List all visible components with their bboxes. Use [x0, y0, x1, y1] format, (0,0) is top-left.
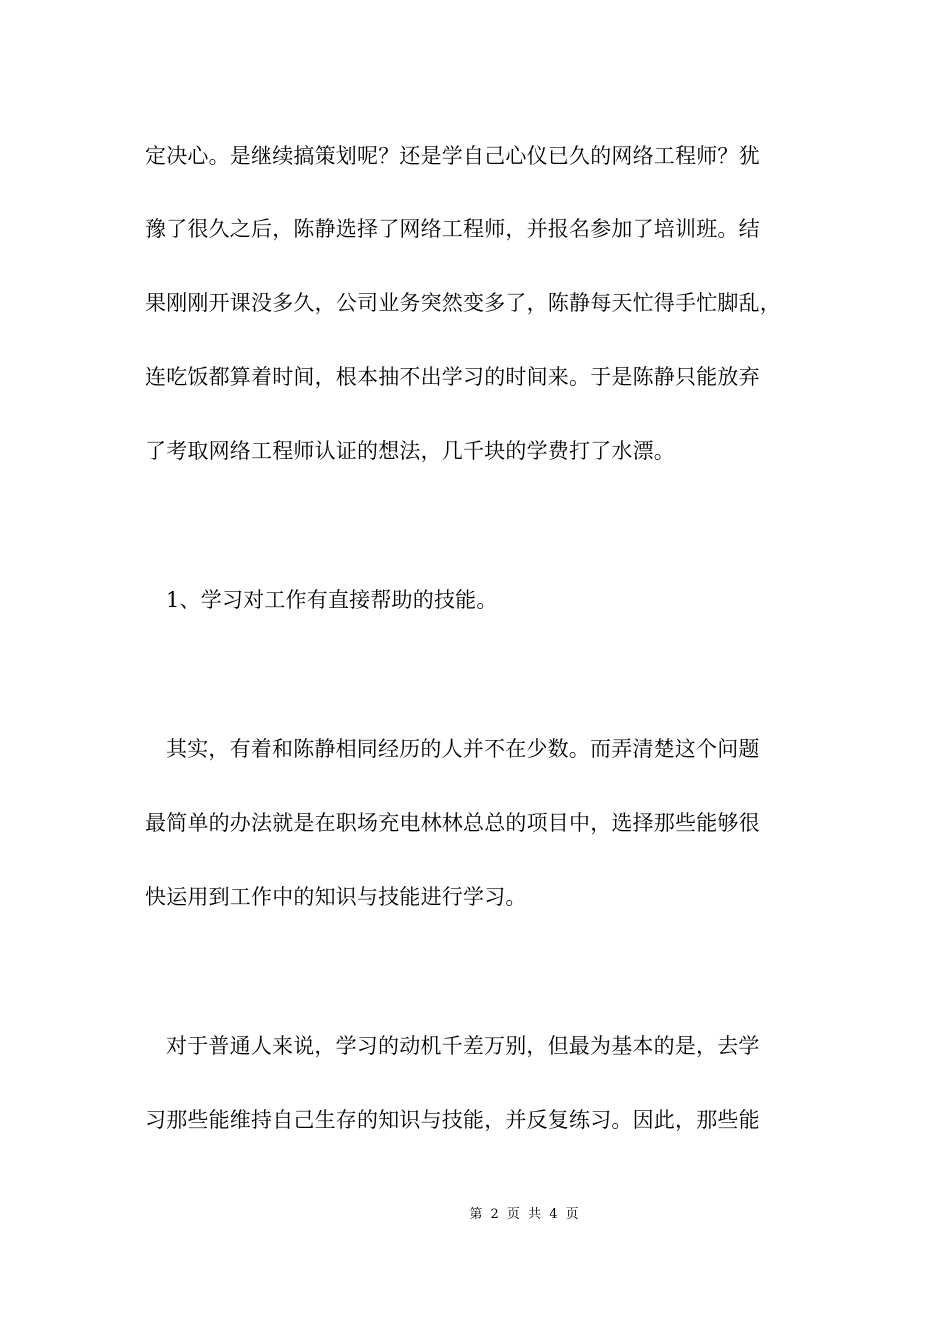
section-heading: 1、学习对工作有直接帮助的技能。: [166, 588, 498, 612]
paragraph-3-line-2: 习那些能维持自己生存的知识与技能，并反复练习。因此，那些能: [145, 1108, 760, 1132]
paragraph-2-line-2: 最简单的办法就是在职场充电林林总总的项目中，选择那些能够很: [145, 811, 760, 835]
paragraph-1-line-5: 了考取网络工程师认证的想法，几千块的学费打了水漂。: [145, 439, 675, 463]
paragraph-1-line-2: 豫了很久之后，陈静选择了网络工程师，并报名参加了培训班。结: [145, 217, 760, 241]
page-number-footer: 第 2 页 共 4 页: [469, 1207, 581, 1222]
paragraph-1-line-1: 定决心。是继续搞策划呢？还是学自己心仪已久的网络工程师？犹: [145, 144, 760, 168]
paragraph-1-line-4: 连吃饭都算着时间，根本抽不出学习的时间来。于是陈静只能放弃: [145, 365, 760, 389]
paragraph-2-line-3: 快运用到工作中的知识与技能进行学习。: [145, 885, 527, 909]
paragraph-3-line-1: 对于普通人来说，学习的动机千差万别，但最为基本的是，去学: [166, 1034, 760, 1058]
paragraph-1-line-3: 果刚刚开课没多久，公司业务突然变多了，陈静每天忙得手忙脚乱，: [145, 291, 781, 315]
paragraph-2-line-1: 其实，有着和陈静相同经历的人并不在少数。而弄清楚这个问题: [166, 737, 760, 761]
